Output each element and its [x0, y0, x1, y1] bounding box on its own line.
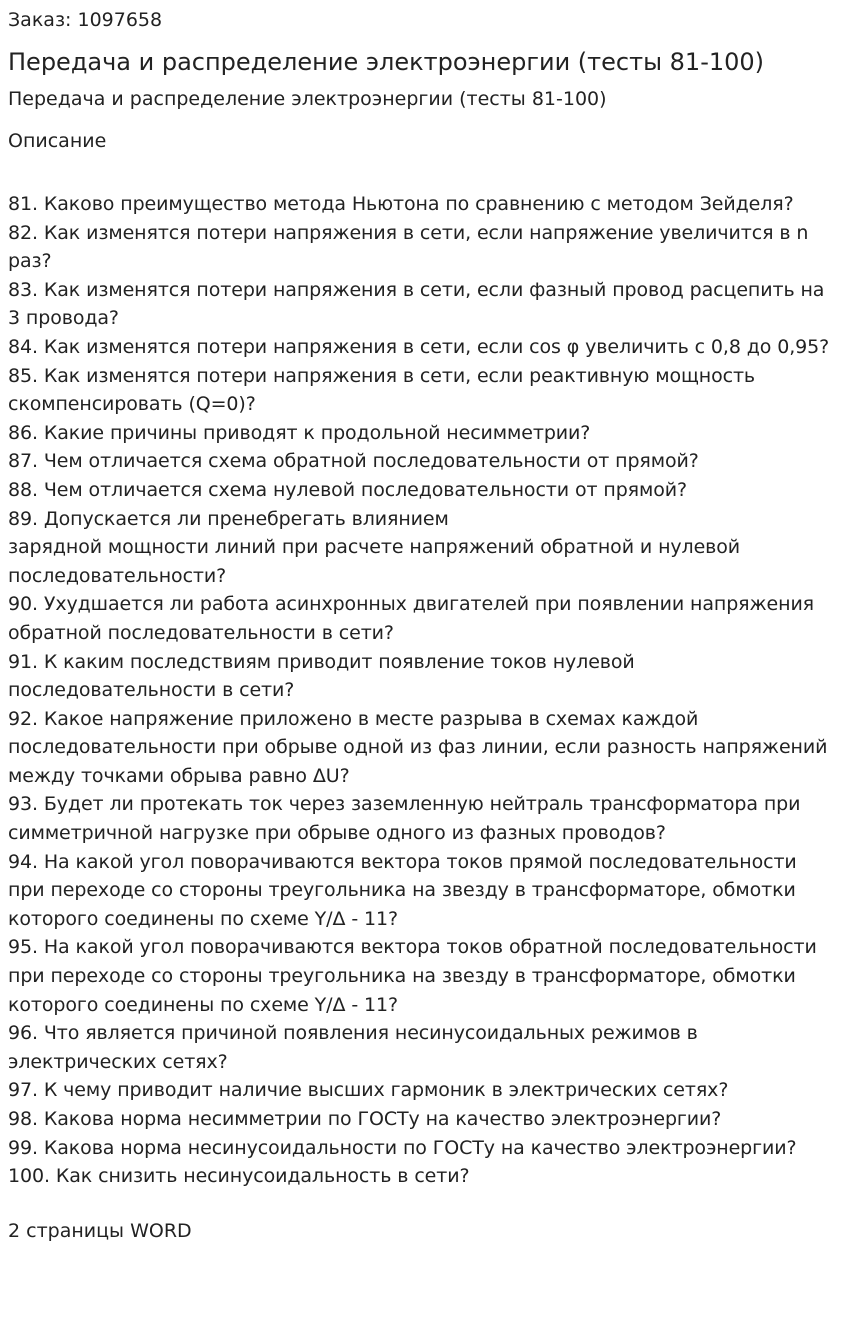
- question-item: 84. Как изменятся потери напряжения в сети, если cos φ увеличить с 0,8 до 0,95?: [8, 335, 830, 358]
- question-item: 98. Какова норма несимметрии по ГОСТу на качество электроэнергии?: [8, 1108, 722, 1130]
- pages-count-note: 2 страницы WORD: [8, 1220, 192, 1242]
- question-item: 89. Допускается ли пренебрегать влиянием зарядной мощности линий при расчете напряжений обратной и нулевой последовательности?: [8, 507, 741, 587]
- question-item: 85. Как изменятся потери напряжения в сети, если реактивную мощность скомпенсировать (Q=0)?: [8, 364, 756, 416]
- question-item: 94. На какой угол поворачиваются вектора токов прямой последовательности при переходе со стороны треугольника на звезду в трансформаторе, обмотки которого соединены по схеме Y/Δ - 11?: [8, 850, 797, 930]
- question-item: 97. К чему приводит наличие высших гармоник в электрических сетях?: [8, 1079, 729, 1102]
- question-item: 96. Что является причиной появления несинусоидальных режимов в электрических сетях?: [8, 1022, 698, 1073]
- question-item: 86. Какие причины приводят к продольной несимметрии?: [8, 421, 591, 444]
- question-item: 90. Ухудшается ли работа асинхронных двигателей при появлении напряжения обратной последовательности в сети?: [8, 593, 815, 644]
- question-item: 88. Чем отличается схема нулевой последовательности от прямой?: [8, 478, 687, 501]
- question-item: 82. Как изменятся потери напряжения в сети, если напряжение увеличится в n раз?: [8, 221, 809, 273]
- questions-list: [8, 190, 841, 1191]
- page-subtitle: Передача и распределение электроэнергии (тесты 81-100): [8, 88, 607, 110]
- question-item: 83. Как изменятся потери напряжения в сети, если фазный провод расцепить на 3 провода?: [8, 278, 825, 330]
- question-item: 92. Какое напряжение приложено в месте разрыва в схемах каждой последовательности при обрыве одной из фаз линии, если разность напряжений между точками обрыва равно ΔU?: [8, 707, 828, 787]
- question-item: 99. Какова норма несинусоидальности по ГОСТу на качество электроэнергии?: [8, 1136, 797, 1159]
- page-title: Передача и распределение электроэнергии (тесты 81-100): [8, 48, 765, 76]
- question-item: 95. На какой угол поворачиваются вектора токов обратной последовательности при переходе со стороны треугольника на звезду в трансформаторе, обмотки которого соединены по схеме Y/Δ - 11?: [8, 936, 817, 1016]
- question-item: 100. Как снизить несинусоидальность в сети?: [8, 1165, 470, 1188]
- question-item: 91. К каким последствиям приводит появление токов нулевой последовательности в сети?: [8, 650, 635, 702]
- question-item: 93. Будет ли протекать ток через заземленную нейтраль трансформатора при симметричной нагрузке при обрыве одного из фазных проводов?: [8, 793, 801, 845]
- order-number: Заказ: 1097658: [8, 9, 163, 31]
- question-item: 81. Каково преимущество метода Ньютона по сравнению с методом Зейделя?: [8, 193, 794, 215]
- description-heading: Описание: [8, 130, 107, 152]
- question-item: 87. Чем отличается схема обратной последовательности от прямой?: [8, 450, 699, 473]
